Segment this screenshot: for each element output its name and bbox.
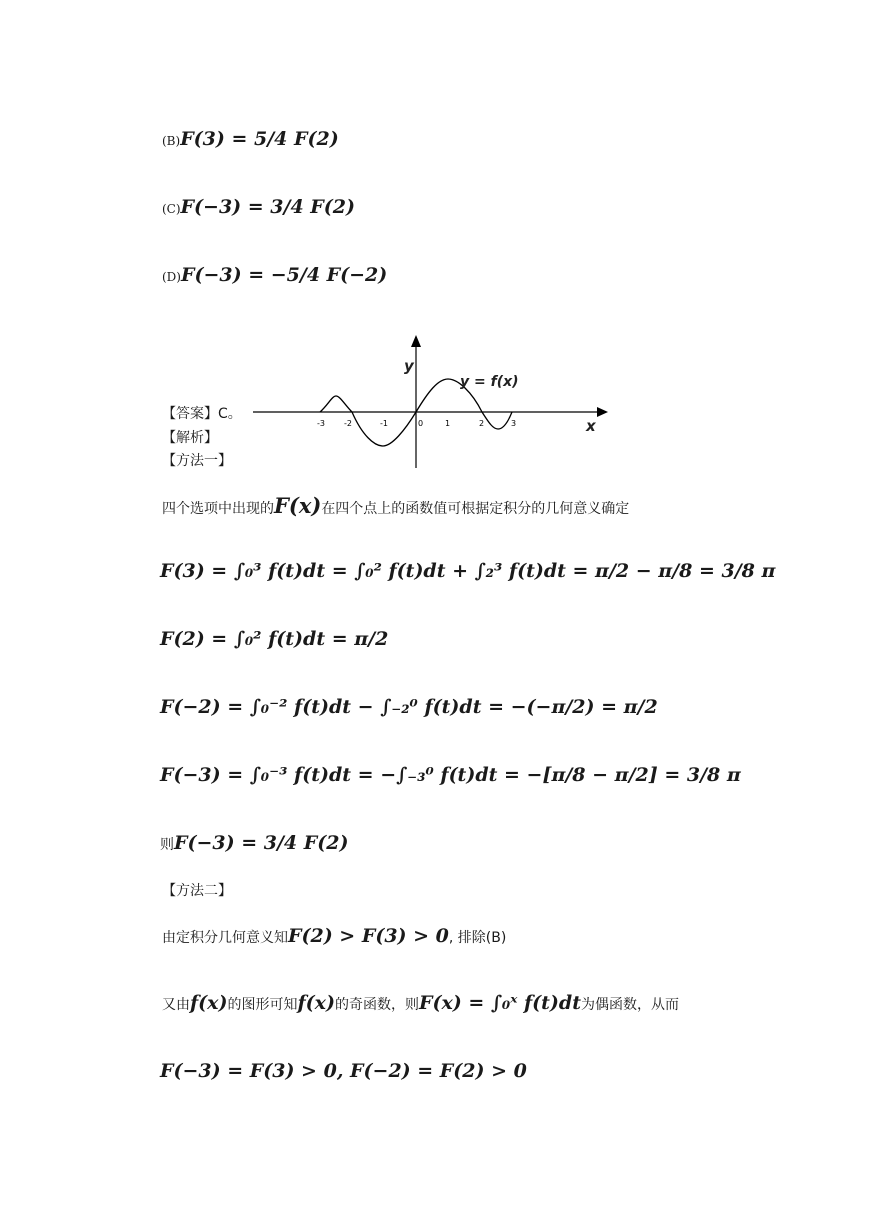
option-b-formula: F(3) = 5/4 F(2)	[180, 128, 339, 150]
method2-line1-math: F(2) > F(3) > 0	[288, 925, 449, 947]
tick-label: -1	[380, 419, 388, 428]
method2-line2-p4: 为偶函数，从而	[580, 997, 679, 1013]
x-axis-label: x	[586, 417, 596, 435]
option-b-label: (B)	[162, 134, 181, 148]
method2-line2-p1: 又由	[162, 997, 190, 1013]
method1-intro	[162, 493, 629, 518]
method1-intro-before: 四个选项中出现的	[162, 501, 274, 517]
y-axis-arrow-icon	[411, 335, 421, 347]
method2-final-equation: F(−3) = F(3) > 0, F(−2) = F(2) > 0	[160, 1060, 527, 1082]
option-b	[162, 128, 339, 150]
method2-line2-p3: 的奇函数，则	[334, 997, 419, 1013]
equation-f3: F(3) = ∫₀³ f(t)dt = ∫₀² f(t)dt + ∫₂³ f(t)dt = π/2 − π/8 = 3/8 π	[160, 560, 776, 582]
equation-f-neg2: F(−2) = ∫₀⁻² f(t)dt − ∫₋₂⁰ f(t)dt = −(−π/2) = π/2	[160, 696, 658, 718]
curve-label: y = f(x)	[460, 374, 519, 390]
method1-intro-math: F(x)	[274, 493, 322, 518]
option-c-formula: F(−3) = 3/4 F(2)	[180, 196, 355, 218]
method1-heading: 【方法一】	[162, 453, 232, 469]
answer-line: 【答案】C。	[162, 406, 242, 422]
tick-label: 2	[479, 419, 485, 428]
option-c-label: (C)	[162, 202, 181, 216]
analysis-heading: 【解析】	[162, 430, 218, 446]
tick-label: -2	[344, 419, 352, 428]
method2-heading: 【方法二】	[162, 883, 232, 899]
tick-label: -3	[317, 419, 325, 428]
option-d-formula: F(−3) = −5/4 F(−2)	[180, 264, 388, 286]
equation-f-neg3: F(−3) = ∫₀⁻³ f(t)dt = −∫₋₃⁰ f(t)dt = −[π/8 − π/2] = 3/8 π	[160, 764, 741, 786]
method2-line1	[162, 925, 506, 947]
method2-line1-after: , 排除(B)	[448, 930, 507, 946]
method1-conclusion	[160, 832, 348, 854]
tick-label: 1	[445, 419, 451, 428]
method1-intro-after: 在四个点上的函数值可根据定积分的几何意义确定	[321, 501, 630, 517]
option-c	[162, 196, 355, 218]
method2-line2-m2: f(x)	[297, 992, 335, 1014]
tick-label: 3	[511, 419, 517, 428]
tick-label: 0	[418, 419, 424, 428]
method2-line2-p2: 的图形可知	[227, 997, 298, 1013]
conclusion-prefix: 则	[160, 837, 174, 853]
method2-line2-m3: F(x) = ∫₀ˣ f(t)dt	[418, 992, 581, 1014]
method2-line2-m1: f(x)	[190, 992, 228, 1014]
option-d	[162, 264, 387, 286]
method2-line1-before: 由定积分几何意义知	[162, 930, 288, 946]
x-axis-arrow-icon	[597, 407, 608, 417]
option-d-label: (D)	[162, 270, 181, 284]
method2-line2	[162, 992, 679, 1014]
function-graph	[240, 330, 620, 475]
equation-f2: F(2) = ∫₀² f(t)dt = π/2	[160, 628, 389, 650]
y-axis-label: y	[404, 357, 414, 375]
conclusion-math: F(−3) = 3/4 F(2)	[174, 832, 349, 854]
